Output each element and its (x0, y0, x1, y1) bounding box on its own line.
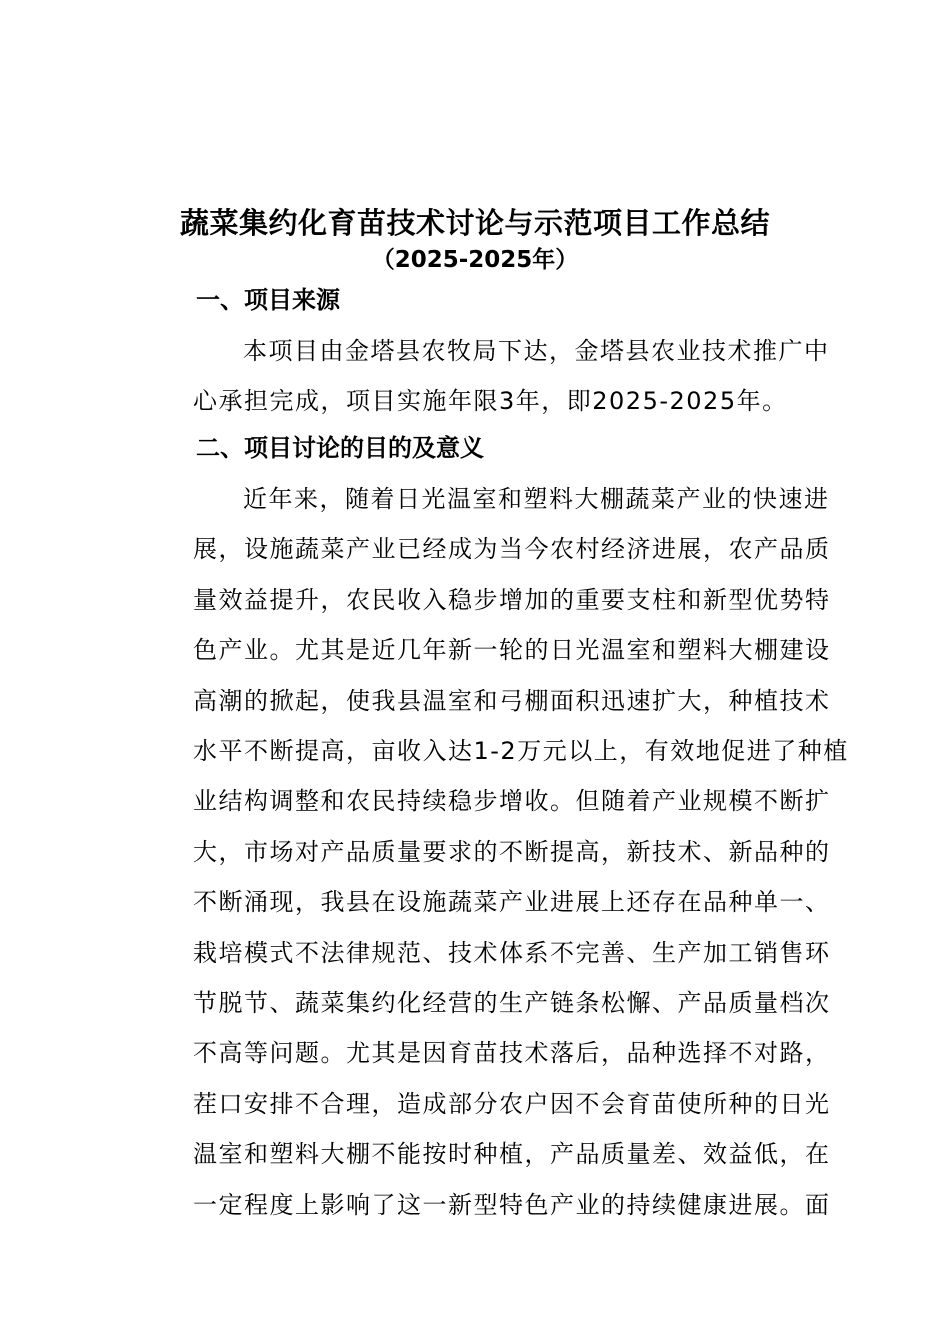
section-body-source (145, 326, 830, 427)
paragraph-line: 色产业。尤其是近几年新一轮的日光温室和塑料大棚建设 (193, 636, 831, 665)
paragraph-line: 茬口安排不合理，造成部分农户因不会育苗使所种的日光 (193, 1089, 831, 1118)
paragraph-line: 栽培模式不法律规范、技术体系不完善、生产加工销售环 (193, 938, 831, 967)
paragraph-line: 大，市场对产品质量要求的不断提高，新技术、新品种的 (193, 837, 831, 866)
paragraph-line: 温室和塑料大棚不能按时种植，产品质量差、效益低，在 (193, 1140, 831, 1169)
document-title: 蔬菜集约化育苗技术讨论与示范项目工作总结 (179, 206, 770, 240)
paragraph-line: 高潮的掀起，使我县温室和弓棚面积迅速扩大，种植技术 (193, 686, 831, 715)
paragraph-line: 水平不断提高，亩收入达1-2万元以上，有效地促进了种植 (193, 737, 849, 766)
document-subtitle: （2025-2025年） (371, 247, 579, 273)
paragraph-line: 节脱节、蔬菜集约化经营的生产链条松懈、产品质量档次 (193, 989, 831, 1018)
section-heading-purpose: 二、项目讨论的目的及意义 (196, 434, 484, 462)
paragraph-line: 本项目由金塔县农牧局下达，金塔县农业技术推广中 (243, 337, 830, 365)
paragraph-line: 业结构调整和农民持续稳步增收。但随着产业规模不断扩 (193, 787, 831, 816)
paragraph-line: 不高等问题。尤其是因育苗技术落后，品种选择不对路， (193, 1039, 831, 1068)
section-heading-source: 一、项目来源 (196, 286, 340, 314)
paragraph-line: 不断涌现，我县在设施蔬菜产业进展上还存在品种单一、 (193, 888, 831, 917)
paragraph-line: 一定程度上影响了这一新型特色产业的持续健康进展。面 (193, 1190, 831, 1219)
section-body-purpose (145, 474, 849, 1230)
paragraph-line: 量效益提升，农民收入稳步增加的重要支柱和新型优势特 (193, 585, 831, 614)
paragraph-line: 展，设施蔬菜产业已经成为当今农村经济进展，农产品质 (193, 535, 831, 564)
paragraph-line: 近年来，随着日光温室和塑料大棚蔬菜产业的快速进 (243, 485, 830, 513)
paragraph-line: 心承担完成，项目实施年限3年，即2025-2025年。 (193, 387, 788, 416)
